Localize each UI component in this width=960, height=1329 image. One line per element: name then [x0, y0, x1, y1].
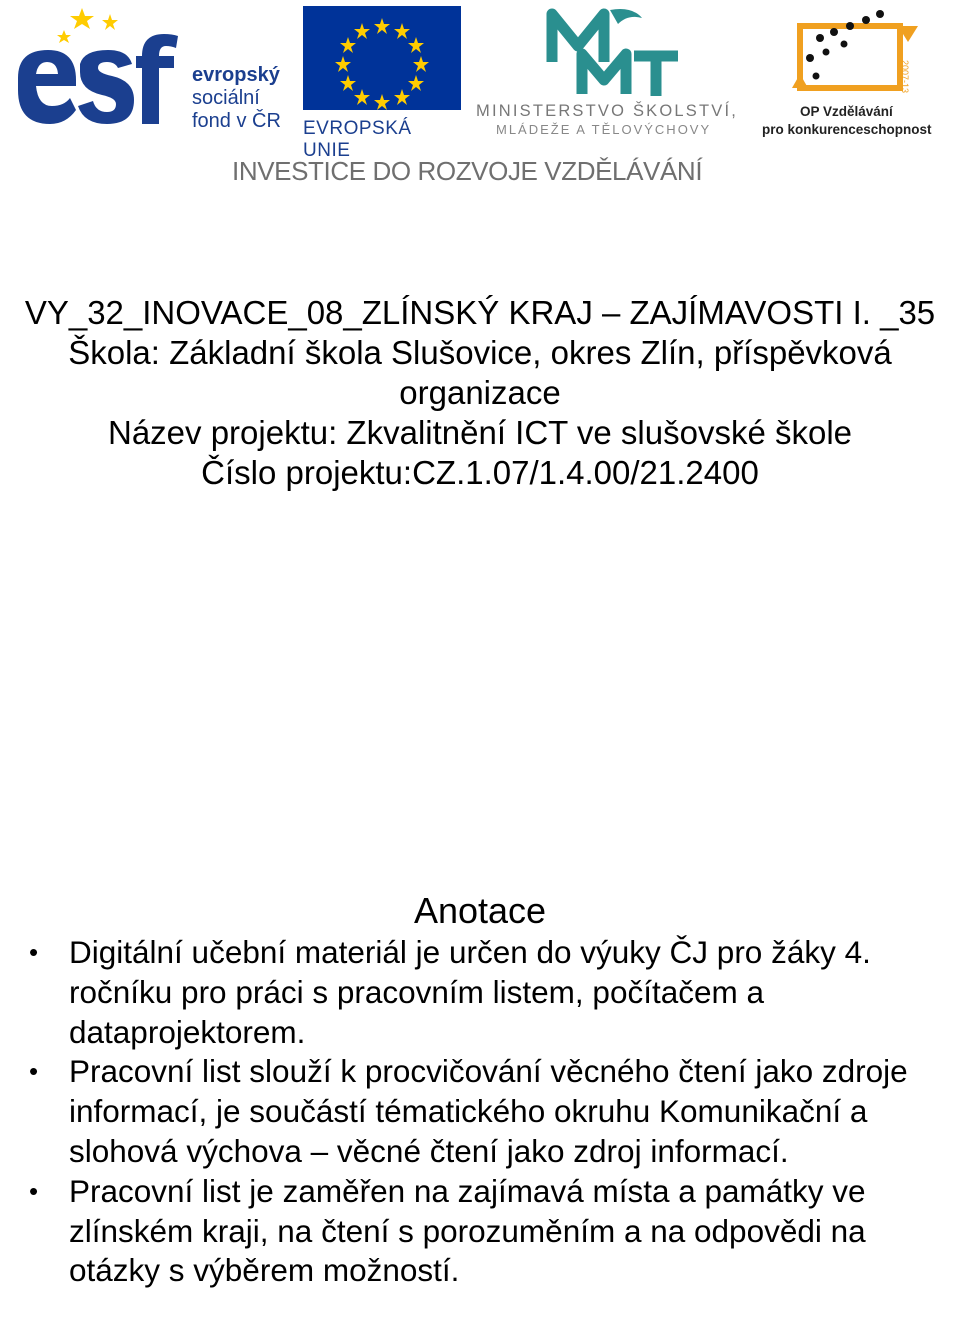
annotation-list: [69, 933, 954, 1291]
eu-label: EVROPSKÁ UNIE: [303, 118, 412, 161]
op-line2: pro konkurenceschopnost: [762, 122, 932, 137]
title-block: [0, 293, 960, 493]
title-line-organization: organizace: [399, 374, 561, 411]
title-line-school: Škola: Základní škola Slušovice, okres Zlín, příspěvková: [68, 334, 892, 371]
esf-mark-icon: [14, 6, 184, 141]
list-item: • Digitální učební materiál je určen do výuky ČJ pro žáky 4. ročníku pro práci s pracovním listem, počítačem a dataprojektorem.: [69, 933, 954, 1052]
op-years: 2007-13: [900, 60, 910, 94]
op-vzdelavani-logo: [760, 4, 950, 144]
op-mark-icon: [760, 4, 950, 102]
esf-wordmark: [192, 64, 281, 133]
msmt-mark-icon: [472, 4, 757, 100]
esf-line1: evropský: [192, 64, 280, 86]
eu-flag-icon: [303, 6, 461, 110]
title-line-code: VY_32_INOVACE_08_ZLÍNSKÝ KRAJ – ZAJÍMAVOSTI I. _35: [24, 294, 936, 331]
annotation-heading: Anotace: [413, 890, 547, 931]
list-item: • Pracovní list je zaměřen na zajímavá místa a památky ve zlínském kraji, na čtení s porozuměním a na odpovědi na otázky s výběrem možností.: [69, 1172, 954, 1291]
msmt-logo: [472, 4, 757, 144]
op-line1: OP Vzdělávání: [800, 104, 893, 119]
tagline: INVESTICE DO ROZVOJE VZDĚLÁVÁNÍ: [232, 156, 703, 186]
title-line-project-name: Název projektu: Zkvalitnění ICT ve slušovské škole: [107, 414, 853, 451]
msmt-line2: MLÁDEŽE A TĚLOVÝCHOVY: [496, 122, 712, 137]
esf-logo: [14, 6, 294, 141]
esf-line3: fond v ČR: [192, 110, 281, 132]
title-line-project-number: Číslo projektu:CZ.1.07/1.4.00/21.2400: [201, 454, 759, 491]
logo-band: [0, 0, 960, 200]
list-item: • Pracovní list slouží k procvičování věcného čtení jako zdroje informací, je součástí tématického okruhu Komunikační a slohová výchova – věcné čtení jako zdroj informací.: [69, 1052, 954, 1171]
msmt-line1: MINISTERSTVO ŠKOLSTVÍ,: [476, 102, 739, 120]
eu-logo: [303, 6, 463, 161]
esf-line2: sociální: [192, 87, 260, 109]
